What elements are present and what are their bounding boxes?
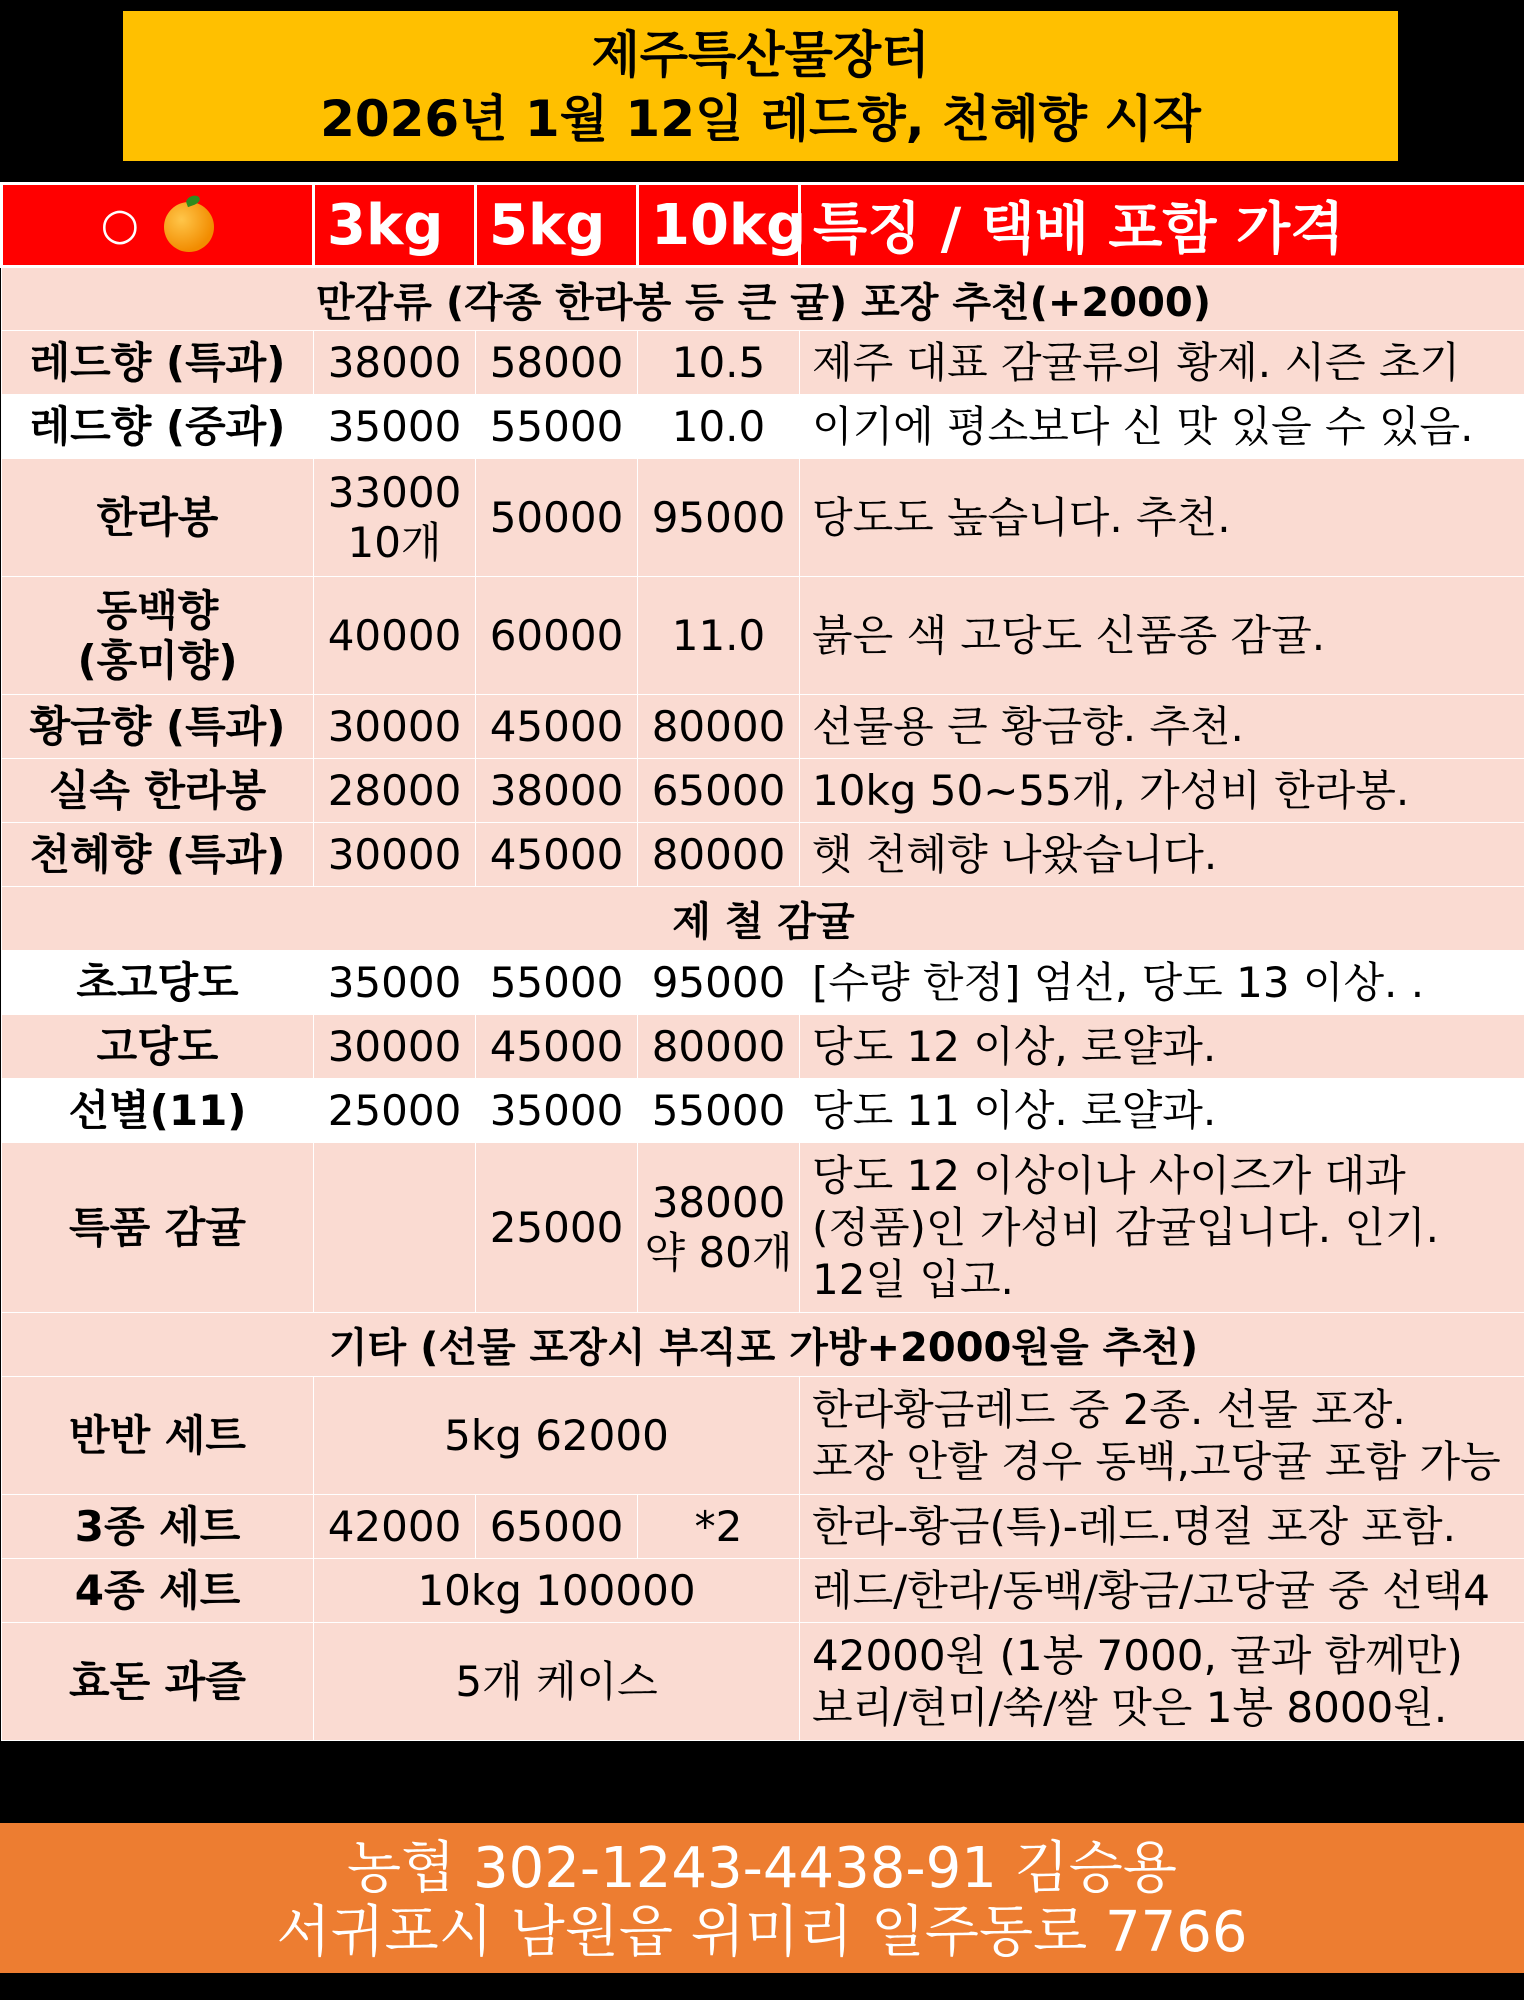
price-10kg: 80000	[638, 695, 800, 759]
address: 서귀포시 남원읍 위미리 일주동로 7766	[276, 1900, 1248, 1965]
product-name: 특품 감귤	[2, 1143, 314, 1313]
price-5kg: 58000	[476, 331, 638, 395]
table-row	[2, 395, 1524, 459]
price-3kg: 35000	[314, 951, 476, 1015]
price-3kg: 30000	[314, 1015, 476, 1079]
price-10kg: 80000	[638, 823, 800, 887]
price-5kg: 45000	[476, 695, 638, 759]
product-description: 햇 천혜향 나왔습니다.	[800, 823, 1524, 887]
circle-symbol: ○	[100, 198, 140, 250]
price-3kg: 40000	[314, 577, 476, 695]
table-row	[2, 695, 1524, 759]
table-row	[2, 1377, 1524, 1495]
price-10kg: 95000	[638, 459, 800, 577]
table-row	[2, 1079, 1524, 1143]
product-name: 황금향 (특과)	[2, 695, 314, 759]
product-name: 실속 한라봉	[2, 759, 314, 823]
table-row	[2, 1495, 1524, 1559]
table-row	[2, 459, 1524, 577]
price-3kg: 25000	[314, 1079, 476, 1143]
price-3kg: 30000	[314, 695, 476, 759]
product-name: 초고당도	[2, 951, 314, 1015]
price-3kg	[314, 459, 476, 577]
header-3kg: 3kg	[314, 184, 476, 267]
table-row	[2, 1143, 1524, 1313]
table-row	[2, 577, 1524, 695]
price-10kg-value: 38000	[651, 1177, 786, 1227]
product-name: 3종 세트	[2, 1495, 314, 1559]
price-5kg: 25000	[476, 1143, 638, 1313]
price-5kg: 55000	[476, 395, 638, 459]
price-10kg: 10.5	[638, 331, 800, 395]
table-row	[2, 1623, 1524, 1741]
title-line-2: 2026년 1월 12일 레드향, 천혜향 시작	[320, 90, 1201, 148]
product-description: 레드/한라/동백/황금/고당귤 중 선택4	[800, 1559, 1524, 1623]
table-row	[2, 951, 1524, 1015]
product-name: 반반 세트	[2, 1377, 314, 1495]
table-row	[2, 331, 1524, 395]
price-10kg	[638, 1143, 800, 1313]
product-description: 당도 12 이상, 로얄과.	[800, 1015, 1524, 1079]
price-3kg-value: 33000	[327, 467, 462, 517]
product-name: 선별(11)	[2, 1079, 314, 1143]
price-3kg: 35000	[314, 395, 476, 459]
product-description: 10kg 50~55개, 가성비 한라봉.	[800, 759, 1524, 823]
price-5kg: 38000	[476, 759, 638, 823]
header-description: 특징 / 택배 포함 가격	[800, 184, 1524, 267]
table-row	[2, 823, 1524, 887]
section-title: 만감류 (각종 한라봉 등 큰 귤) 포장 추천(+2000)	[2, 267, 1524, 331]
price-5kg: 45000	[476, 823, 638, 887]
section-row-seasonal	[2, 887, 1524, 951]
price-5kg: 60000	[476, 577, 638, 695]
product-name: 레드향 (특과)	[2, 331, 314, 395]
product-name: 4종 세트	[2, 1559, 314, 1623]
price-10kg-count: 약 80개	[644, 1227, 793, 1277]
table-header-row	[2, 184, 1524, 267]
product-name: 레드향 (중과)	[2, 395, 314, 459]
price-5kg: 35000	[476, 1079, 638, 1143]
price-10kg: 10.0	[638, 395, 800, 459]
product-name: 한라봉	[2, 459, 314, 577]
price-10kg: *2	[638, 1495, 800, 1559]
section-title: 제 철 감귤	[2, 887, 1524, 951]
product-description: 한라황금레드 중 2종. 선물 포장. 포장 안할 경우 동백,고당귤 포함 가능	[800, 1377, 1524, 1495]
price-3kg: 28000	[314, 759, 476, 823]
header-10kg: 10kg	[638, 184, 800, 267]
price-10kg: 65000	[638, 759, 800, 823]
price-table	[0, 182, 1524, 1741]
product-name	[2, 577, 314, 695]
product-description: 당도도 높습니다. 추천.	[800, 459, 1524, 577]
footer-banner	[0, 1823, 1524, 1973]
product-name: 고당도	[2, 1015, 314, 1079]
section-title: 기타 (선물 포장시 부직포 가방+2000원을 추천)	[2, 1313, 1524, 1377]
table-row	[2, 1015, 1524, 1079]
product-description: 붉은 색 고당도 신품종 감귤.	[800, 577, 1524, 695]
table-row	[2, 759, 1524, 823]
product-description: 당도 12 이상이나 사이즈가 대과 (정품)인 가성비 감귤입니다. 인기. 12일 입고.	[800, 1143, 1524, 1313]
section-row-mandarin	[2, 267, 1524, 331]
product-name-line-1: 동백향	[96, 585, 219, 635]
table-row	[2, 1559, 1524, 1623]
bank-account: 농협 302-1243-4438-91 김승용	[347, 1836, 1177, 1901]
price-5kg: 65000	[476, 1495, 638, 1559]
product-description: 한라-황금(특)-레드.명절 포장 포함.	[800, 1495, 1524, 1559]
title-line-1: 제주특산물장터	[591, 26, 930, 84]
orange-icon	[164, 202, 214, 252]
section-row-other	[2, 1313, 1524, 1377]
header-symbol-cell	[2, 184, 314, 267]
header-5kg: 5kg	[476, 184, 638, 267]
price-3kg	[314, 1143, 476, 1313]
title-banner	[123, 11, 1398, 161]
price-5kg: 45000	[476, 1015, 638, 1079]
price-10kg: 80000	[638, 1015, 800, 1079]
product-name: 효돈 과즐	[2, 1623, 314, 1741]
set-price: 10kg 100000	[314, 1559, 800, 1623]
product-description: 선물용 큰 황금향. 추천.	[800, 695, 1524, 759]
set-price: 5개 케이스	[314, 1623, 800, 1741]
product-description: 제주 대표 감귤류의 황제. 시즌 초기	[800, 331, 1524, 395]
price-3kg-count: 10개	[347, 517, 442, 567]
price-3kg: 42000	[314, 1495, 476, 1559]
product-name-line-2: (홍미향)	[77, 635, 238, 685]
price-5kg: 55000	[476, 951, 638, 1015]
price-3kg: 30000	[314, 823, 476, 887]
product-description: 당도 11 이상. 로얄과.	[800, 1079, 1524, 1143]
price-10kg: 55000	[638, 1079, 800, 1143]
product-name: 천혜향 (특과)	[2, 823, 314, 887]
price-3kg: 38000	[314, 331, 476, 395]
product-description: [수량 한정] 엄선, 당도 13 이상. .	[800, 951, 1524, 1015]
product-description: 이기에 평소보다 신 맛 있을 수 있음.	[800, 395, 1524, 459]
price-10kg: 95000	[638, 951, 800, 1015]
set-price: 5kg 62000	[314, 1377, 800, 1495]
price-5kg: 50000	[476, 459, 638, 577]
product-description: 42000원 (1봉 7000, 귤과 함께만) 보리/현미/쑥/쌀 맛은 1봉 8000원.	[800, 1623, 1524, 1741]
price-10kg: 11.0	[638, 577, 800, 695]
